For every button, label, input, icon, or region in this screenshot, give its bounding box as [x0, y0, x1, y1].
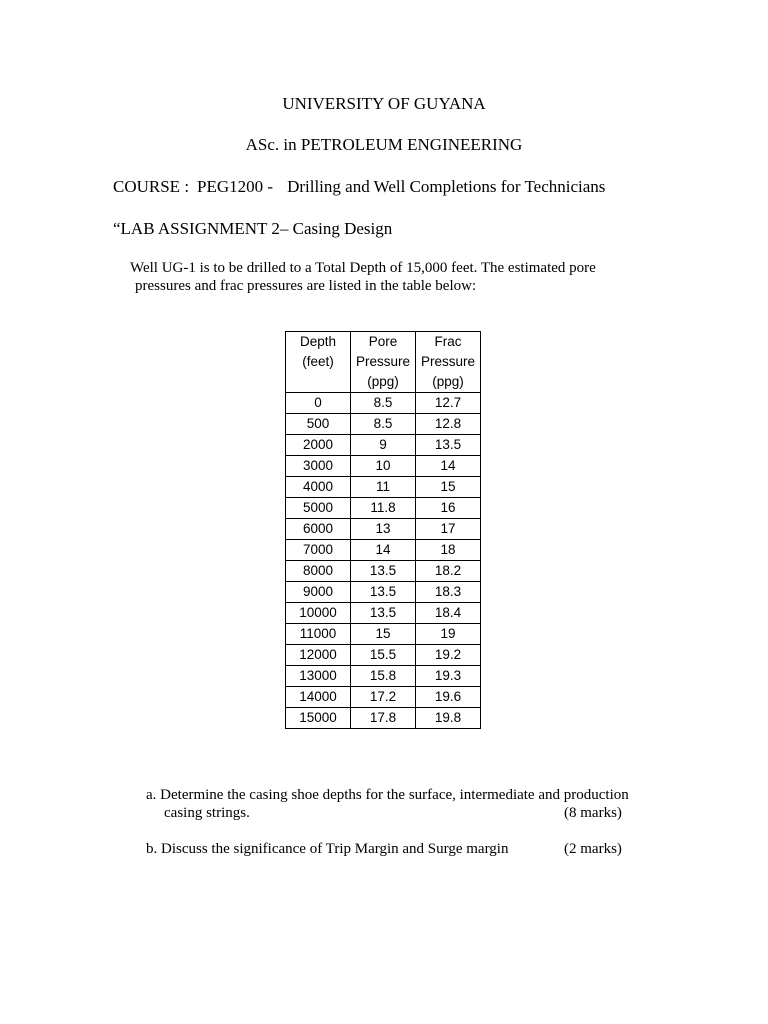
- question-b-marks: (2 marks): [564, 841, 622, 857]
- university-title: UNIVERSITY OF GUYANA: [282, 94, 486, 113]
- table-row: [286, 624, 481, 645]
- table-cell: 10000: [286, 603, 351, 624]
- table-cell: 6000: [286, 519, 351, 540]
- table-cell: 17.8: [351, 708, 416, 729]
- table-cell: 17.2: [351, 687, 416, 708]
- program-title: ASc. in PETROLEUM ENGINEERING: [245, 135, 523, 154]
- table-cell: 13.5: [351, 603, 416, 624]
- table-cell: 16: [416, 498, 481, 519]
- pressure-table-body: [286, 332, 481, 729]
- table-cell: 15000: [286, 708, 351, 729]
- table-cell: 19: [416, 624, 481, 645]
- table-cell: 11.8: [351, 498, 416, 519]
- intro-line-2: pressures and frac pressures are listed in the table below:: [135, 278, 477, 294]
- table-row: [286, 435, 481, 456]
- course-code: PEG1200 -: [197, 177, 274, 196]
- table-cell: 11: [351, 477, 416, 498]
- table-cell: 19.2: [416, 645, 481, 666]
- table-row: [286, 582, 481, 603]
- table-header-cell: (ppg): [351, 372, 416, 393]
- table-cell: 18.3: [416, 582, 481, 603]
- table-cell: 15.8: [351, 666, 416, 687]
- table-header-cell: Depth: [286, 332, 351, 353]
- table-header-cell: (feet): [286, 352, 351, 372]
- table-cell: 8.5: [351, 414, 416, 435]
- table-header-cell: Pressure: [351, 352, 416, 372]
- table-cell: 18.4: [416, 603, 481, 624]
- table-cell: 13.5: [416, 435, 481, 456]
- table-row: [286, 393, 481, 414]
- table-cell: 2000: [286, 435, 351, 456]
- table-cell: 9000: [286, 582, 351, 603]
- course-label: COURSE :: [113, 177, 190, 196]
- table-cell: 8000: [286, 561, 351, 582]
- table-cell: 500: [286, 414, 351, 435]
- table-row: [286, 708, 481, 729]
- table-cell: 13.5: [351, 582, 416, 603]
- table-cell: 18.2: [416, 561, 481, 582]
- table-row: [286, 414, 481, 435]
- table-cell: 5000: [286, 498, 351, 519]
- question-a-line-1: a. Determine the casing shoe depths for the surface, intermediate and production: [146, 787, 629, 803]
- table-row: [286, 666, 481, 687]
- table-cell: 11000: [286, 624, 351, 645]
- table-cell: 15: [351, 624, 416, 645]
- course-line: [113, 177, 605, 197]
- table-row: [286, 456, 481, 477]
- table-cell: 12000: [286, 645, 351, 666]
- table-row: [286, 687, 481, 708]
- table-row: [286, 498, 481, 519]
- table-cell: 3000: [286, 456, 351, 477]
- intro-line-1: Well UG-1 is to be drilled to a Total Depth of 15,000 feet. The estimated pore: [130, 260, 596, 276]
- table-row: [286, 561, 481, 582]
- table-cell: 4000: [286, 477, 351, 498]
- table-cell: 14: [351, 540, 416, 561]
- table-cell: 12.7: [416, 393, 481, 414]
- table-row: [286, 603, 481, 624]
- table-cell: 13000: [286, 666, 351, 687]
- table-row: [286, 645, 481, 666]
- table-cell: 7000: [286, 540, 351, 561]
- table-header-cell: Pressure: [416, 352, 481, 372]
- table-cell: 14000: [286, 687, 351, 708]
- table-cell: 13.5: [351, 561, 416, 582]
- table-cell: 19.3: [416, 666, 481, 687]
- table-cell: 8.5: [351, 393, 416, 414]
- table-cell: 19.8: [416, 708, 481, 729]
- assignment-title: “LAB ASSIGNMENT 2– Casing Design: [113, 219, 393, 238]
- table-cell: 9: [351, 435, 416, 456]
- table-header-cell: Pore: [351, 332, 416, 353]
- table-cell: 18: [416, 540, 481, 561]
- question-b: b. Discuss the significance of Trip Margin and Surge margin: [146, 841, 509, 857]
- table-row: [286, 540, 481, 561]
- table-cell: 14: [416, 456, 481, 477]
- course-title: Drilling and Well Completions for Technicians: [287, 177, 606, 196]
- table-header-cell: (ppg): [416, 372, 481, 393]
- table-cell: 15: [416, 477, 481, 498]
- table-header-row: [286, 352, 481, 372]
- table-cell: 13: [351, 519, 416, 540]
- table-cell: 17: [416, 519, 481, 540]
- table-row: [286, 477, 481, 498]
- table-row: [286, 519, 481, 540]
- table-header-row: [286, 332, 481, 353]
- table-cell: 12.8: [416, 414, 481, 435]
- table-header-row: [286, 372, 481, 393]
- pressure-table: [285, 331, 481, 729]
- question-a-line-2: casing strings.: [164, 805, 250, 821]
- table-cell: 0: [286, 393, 351, 414]
- table-header-cell: [286, 372, 351, 393]
- table-header-cell: Frac: [416, 332, 481, 353]
- question-a-marks: (8 marks): [564, 805, 622, 821]
- table-cell: 19.6: [416, 687, 481, 708]
- table-cell: 15.5: [351, 645, 416, 666]
- table-cell: 10: [351, 456, 416, 477]
